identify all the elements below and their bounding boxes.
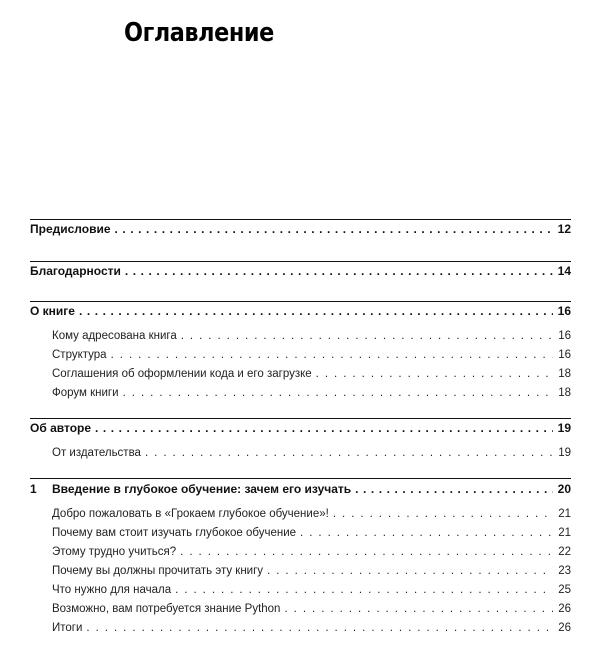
dot-leader (145, 445, 553, 461)
toc-subentry-page: 26 (558, 622, 571, 634)
dot-leader (284, 601, 553, 617)
dot-leader (86, 620, 553, 636)
toc-subentry-page: 26 (558, 603, 571, 615)
toc-subentry-label: От издательства (52, 447, 141, 459)
toc-entry-page: 19 (557, 421, 571, 435)
toc-subentry-label: Соглашения об оформлении кода и его загрузке (52, 368, 312, 380)
toc-subentry-page: 19 (558, 447, 571, 459)
toc-subentry-label: Добро пожаловать в «Грокаем глубокое обучение»! (52, 508, 329, 520)
toc-subentry[interactable] (52, 506, 571, 522)
dot-leader (267, 563, 553, 579)
toc-subentry[interactable] (52, 544, 571, 560)
dot-leader (175, 582, 553, 598)
toc-subentry[interactable] (52, 525, 571, 541)
dot-leader (125, 263, 553, 279)
section-divider (30, 261, 571, 262)
toc-subentry-label: Кому адресована книга (52, 330, 177, 342)
dot-leader (95, 420, 553, 436)
section-divider (30, 418, 571, 419)
toc-entry-page: 16 (557, 304, 571, 318)
toc-subentry[interactable] (52, 601, 571, 617)
dot-leader (115, 221, 553, 237)
toc-entry-label: Введение в глубокое обучение: зачем его изучать (52, 482, 352, 496)
toc-subentry[interactable] (52, 366, 571, 382)
toc-subentry-page: 18 (558, 368, 571, 380)
toc-subentry[interactable] (52, 582, 571, 598)
toc-subentry-page: 21 (558, 508, 571, 520)
toc-subentry-page: 18 (558, 387, 571, 399)
toc-entry-about-author[interactable] (30, 420, 571, 436)
toc-entry-chapter-1[interactable] (30, 481, 571, 497)
toc-entry-page: 20 (557, 482, 571, 496)
toc-entry-label: О книге (30, 304, 75, 318)
toc-subentry-label: Структура (52, 349, 107, 361)
toc-subentry[interactable] (52, 385, 571, 401)
toc-subentry-label: Почему вам стоит изучать глубокое обучение (52, 527, 297, 539)
page-title: Оглавление (124, 18, 274, 48)
toc-subentry[interactable] (52, 445, 571, 461)
toc-entry-label: Благодарности (30, 264, 121, 278)
dot-leader (79, 303, 553, 319)
toc-subentry-label: Форум книги (52, 387, 119, 399)
dot-leader (123, 385, 553, 401)
toc-subentry[interactable] (52, 328, 571, 344)
dot-leader (181, 328, 553, 344)
toc-entry-acknowledgements[interactable] (30, 263, 571, 279)
toc-entry-about-book[interactable] (30, 303, 571, 319)
toc-subentry-page: 23 (558, 565, 571, 577)
dot-leader (111, 347, 553, 363)
section-divider (30, 301, 571, 302)
toc-subentry-label: Этому трудно учиться? (52, 546, 177, 558)
toc-subentry-page: 21 (558, 527, 571, 539)
toc-entry-label: Предисловие (30, 222, 111, 236)
toc-entry-page: 12 (557, 222, 571, 236)
toc-subentry-page: 22 (558, 546, 571, 558)
toc-subentry-label: Почему вы должны прочитать эту книгу (52, 565, 264, 577)
toc-subentry-label: Итоги (52, 622, 83, 634)
chapter-number: 1 (30, 482, 37, 496)
toc-subentry-label: Что нужно для начала (52, 584, 172, 596)
toc-subentry-page: 25 (558, 584, 571, 596)
dot-leader (316, 366, 553, 382)
dot-leader (180, 544, 553, 560)
dot-leader (333, 506, 553, 522)
dot-leader (355, 481, 553, 497)
toc-subentry-page: 16 (558, 330, 571, 342)
toc-subentry[interactable] (52, 563, 571, 579)
toc-entry-label: Об авторе (30, 421, 92, 435)
dot-leader (300, 525, 553, 541)
toc-subentry-page: 16 (558, 349, 571, 361)
toc-subentry[interactable] (52, 620, 571, 636)
section-divider (30, 219, 571, 220)
toc-subentry-label: Возможно, вам потребуется знание Python (52, 603, 281, 615)
toc-entry-preface[interactable] (30, 221, 571, 237)
toc-subentry[interactable] (52, 347, 571, 363)
toc-entry-page: 14 (557, 264, 571, 278)
section-divider (30, 478, 571, 479)
